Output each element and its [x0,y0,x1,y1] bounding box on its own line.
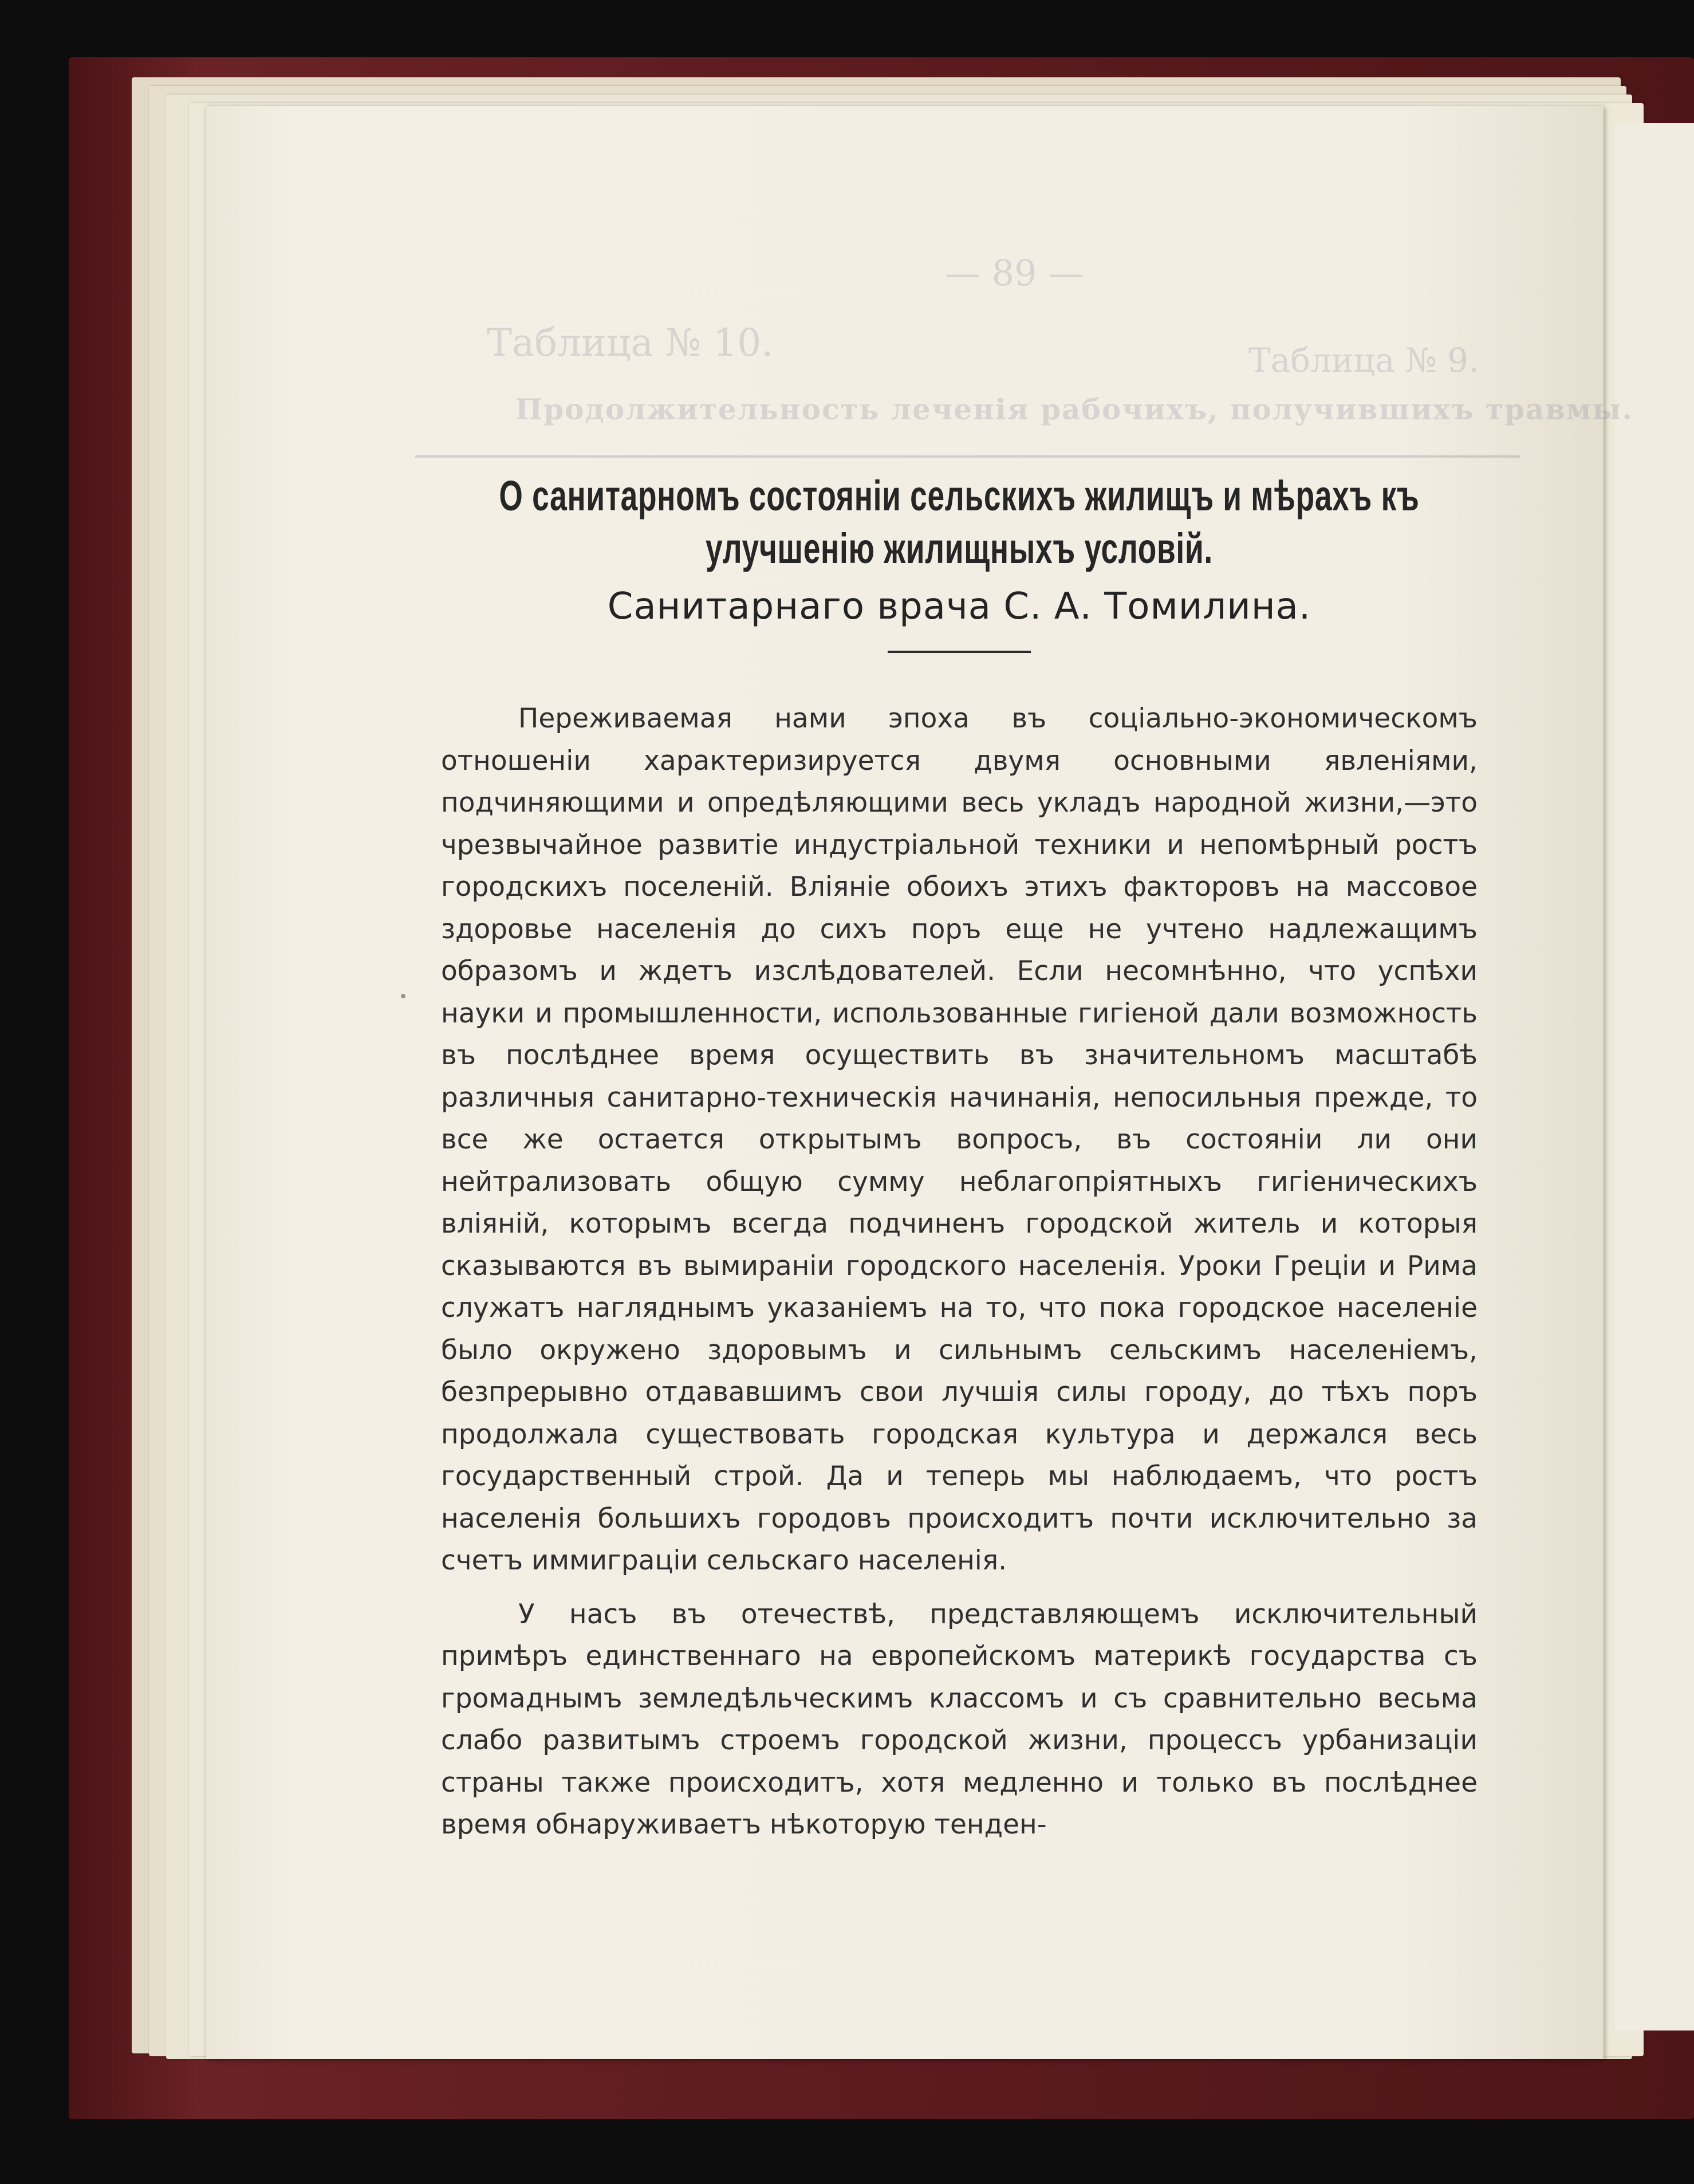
paragraph: У насъ въ отечествѣ, представляющемъ исключительный примѣръ единственнаго на европейскомъ материкѣ государства съ громаднымъ земледѣльческимъ классомъ и съ сравнительно весьма слабо развитымъ строемъ городской жизни, процессъ урбанизаціи страны также происходитъ, хотя медленно и только въ послѣднее время обнаруживаетъ нѣкоторую тенден- [441,1598,1478,1840]
paragraph: Переживаемая нами эпоха въ соціально-экономическомъ отношеніи характеризируется двумя основными явленіями, подчиняющими и опредѣляющими весь укладъ народной жизни,—это чрезвычайное развитіе индустріальной техники и непомѣрный ростъ городскихъ поселеній. Вліяніе обоихъ этихъ факторовъ на массовое здоровье населенія до сихъ поръ еще не учтено надлежащимъ образомъ и ждетъ изслѣдователей. Если несомнѣнно, что успѣхи науки и промышленности, использованные гигіеной дали возможность въ послѣднее время осуществить въ значительномъ масштабѣ различныя санитарно-техническія начинанія, непосильныя прежде, то все же остается открытымъ вопросъ, въ состояніи ли они нейтрализовать общую сумму неблагопріятныхъ гигіеническихъ вліяній, которымъ всегда подчиненъ городской житель и которыя сказываются въ вымираніи городского населенія. Уроки Греціи и Рима служатъ нагляднымъ указаніемъ на то, что пока городское населеніе было окружено здоровымъ и сильнымъ сельскимъ населеніемъ, безпрерывно отдававшимъ свои лучшія силы городу, до тѣхъ поръ продолжала существовать городская культура и держался весь государственный строй. Да и теперь мы наблюдаемъ, что ростъ населенія большихъ городовъ происходитъ почти исключительно за счетъ иммиграціи сельскаго населенія. [441,703,1478,1576]
show-through-rule [415,455,1520,458]
show-through-page-number: — 89 — [945,252,1084,294]
show-through-table-title: Продолжительность леченія рабочихъ, получившихъ травмы. [515,392,1633,426]
article [441,470,1478,1846]
show-through-right-table-label: Таблица № 9. [1248,341,1479,380]
article-title: О санитарномъ состояніи сельскихъ жилищъ и мѣрахъ къ улучшенію жилищныхъ условій. [499,472,1420,572]
article-author: Санитарнаго врача С. А. Томилина. [607,585,1311,628]
page-speck [401,994,405,998]
title-divider [888,651,1031,653]
show-through-table-label: Таблица № 10. [487,321,774,365]
